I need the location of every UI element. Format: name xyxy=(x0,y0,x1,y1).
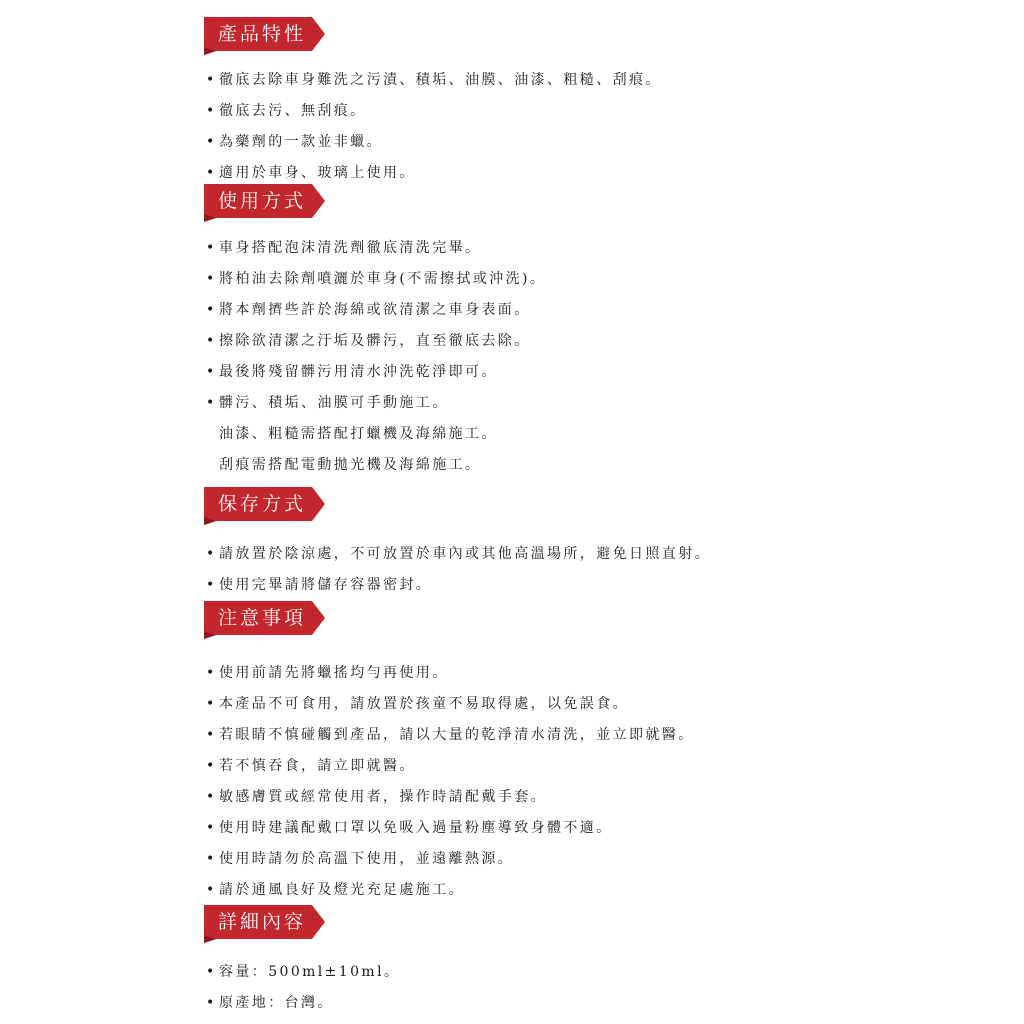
list-item xyxy=(204,65,984,96)
list-item xyxy=(204,689,984,720)
list-item-text: 使用時請勿於高溫下使用，並遠離熱源。 xyxy=(219,851,515,867)
list-item xyxy=(204,539,984,570)
list-item-text: 將柏油去除劑噴灑於車身(不需擦拭或沖洗)。 xyxy=(219,271,547,287)
list-item-text: 若眼睛不慎碰觸到產品，請以大量的乾淨清水清洗，並立即就醫。 xyxy=(219,727,695,743)
bullet-dot-icon: • xyxy=(206,789,217,805)
bullet-list xyxy=(204,539,984,601)
list-item-text: 車身搭配泡沫清洗劑徹底清洗完畢。 xyxy=(219,240,482,256)
list-item-text: 請於通風良好及燈光充足處施工。 xyxy=(219,882,465,898)
list-item xyxy=(204,875,984,906)
bullet-dot-icon: • xyxy=(206,72,217,88)
list-item-text: 若不慎吞食，請立即就醫。 xyxy=(219,758,416,774)
list-item xyxy=(204,450,984,481)
bullet-dot-icon: • xyxy=(206,851,217,867)
bullet-dot-icon: • xyxy=(206,103,217,119)
bullet-dot-icon: • xyxy=(206,546,217,562)
list-item-text: 本產品不可食用，請放置於孩童不易取得處，以免誤食。 xyxy=(219,696,629,712)
bullet-dot-icon: • xyxy=(206,240,217,256)
list-item xyxy=(204,570,984,601)
list-item-text: 將本劑擠些許於海綿或欲清潔之車身表面。 xyxy=(219,302,531,318)
list-item-text: 為藥劑的一款並非蠟。 xyxy=(219,134,383,150)
list-item xyxy=(204,720,984,751)
bullet-list xyxy=(204,65,984,189)
bullet-dot-icon: • xyxy=(206,134,217,150)
bullet-dot-icon: • xyxy=(206,333,217,349)
list-item xyxy=(204,813,984,844)
list-item xyxy=(204,388,984,419)
bullet-dot-icon: • xyxy=(206,395,217,411)
section-storage xyxy=(204,487,984,601)
bullet-dot-icon: • xyxy=(206,758,217,774)
list-item xyxy=(204,957,984,988)
list-item-text: 原產地：台灣。 xyxy=(219,995,334,1011)
bullet-dot-icon: • xyxy=(206,995,217,1011)
list-item xyxy=(204,751,984,782)
bullet-dot-icon: • xyxy=(206,364,217,380)
bullet-list xyxy=(204,233,984,481)
section-usage xyxy=(204,184,984,481)
list-item-text: 徹底去除車身難洗之污漬、積垢、油膜、油漆、粗糙、刮痕。 xyxy=(219,72,662,88)
bullet-dot-icon: • xyxy=(206,882,217,898)
list-item-text: 敏感膚質或經常使用者，操作時請配戴手套。 xyxy=(219,789,547,805)
bullet-dot-icon: • xyxy=(206,964,217,980)
list-item-text: 油漆、粗糙需搭配打蠟機及海綿施工。 xyxy=(219,426,498,442)
list-item xyxy=(204,844,984,875)
bullet-dot-icon: • xyxy=(206,165,217,181)
list-item-text: 髒污、積垢、油膜可手動施工。 xyxy=(219,395,449,411)
bullet-dot-icon: • xyxy=(206,271,217,287)
list-item-text: 徹底去污、無刮痕。 xyxy=(219,103,367,119)
bullet-dot-icon: • xyxy=(206,665,217,681)
list-item-text: 最後將殘留髒污用清水沖洗乾淨即可。 xyxy=(219,364,498,380)
list-item-text: 擦除欲清潔之汙垢及髒污，直至徹底去除。 xyxy=(219,333,531,349)
bullet-dot-icon: • xyxy=(206,577,217,593)
section-banner xyxy=(204,17,326,51)
list-item-text: 使用前請先將蠟搖均勻再使用。 xyxy=(219,665,449,681)
list-item xyxy=(204,233,984,264)
list-item-text: 適用於車身、玻璃上使用。 xyxy=(219,165,416,181)
list-item-text: 容量：500ml±10ml。 xyxy=(219,964,401,980)
section-banner xyxy=(204,905,326,939)
list-item-text: 刮痕需搭配電動拋光機及海綿施工。 xyxy=(219,457,482,473)
list-item xyxy=(204,295,984,326)
section-title: 使用方式 xyxy=(218,190,307,212)
section-details xyxy=(204,905,984,1019)
bullet-list xyxy=(204,658,984,906)
section-notes xyxy=(204,601,984,906)
list-item xyxy=(204,127,984,158)
bullet-dot-icon: • xyxy=(206,727,217,743)
section-title: 注意事項 xyxy=(218,607,307,629)
section-title: 產品特性 xyxy=(218,23,307,45)
bullet-dot-icon: • xyxy=(206,302,217,318)
list-item-text: 使用時建議配戴口罩以免吸入過量粉塵導致身體不適。 xyxy=(219,820,613,836)
list-item xyxy=(204,782,984,813)
list-item xyxy=(204,326,984,357)
section-banner xyxy=(204,184,326,218)
list-item xyxy=(204,988,984,1019)
section-title: 詳細內容 xyxy=(218,911,307,933)
bullet-dot-icon: • xyxy=(206,820,217,836)
list-item xyxy=(204,357,984,388)
bullet-list xyxy=(204,957,984,1019)
list-item xyxy=(204,658,984,689)
section-banner xyxy=(204,487,326,521)
list-item xyxy=(204,264,984,295)
list-item xyxy=(204,96,984,127)
list-item xyxy=(204,419,984,450)
list-item-text: 使用完畢請將儲存容器密封。 xyxy=(219,577,433,593)
bullet-dot-icon: • xyxy=(206,696,217,712)
list-item-text: 請放置於陰涼處，不可放置於車內或其他高溫場所，避免日照直射。 xyxy=(219,546,711,562)
section-banner xyxy=(204,601,326,635)
section-features xyxy=(204,17,984,189)
section-title: 保存方式 xyxy=(218,493,307,515)
